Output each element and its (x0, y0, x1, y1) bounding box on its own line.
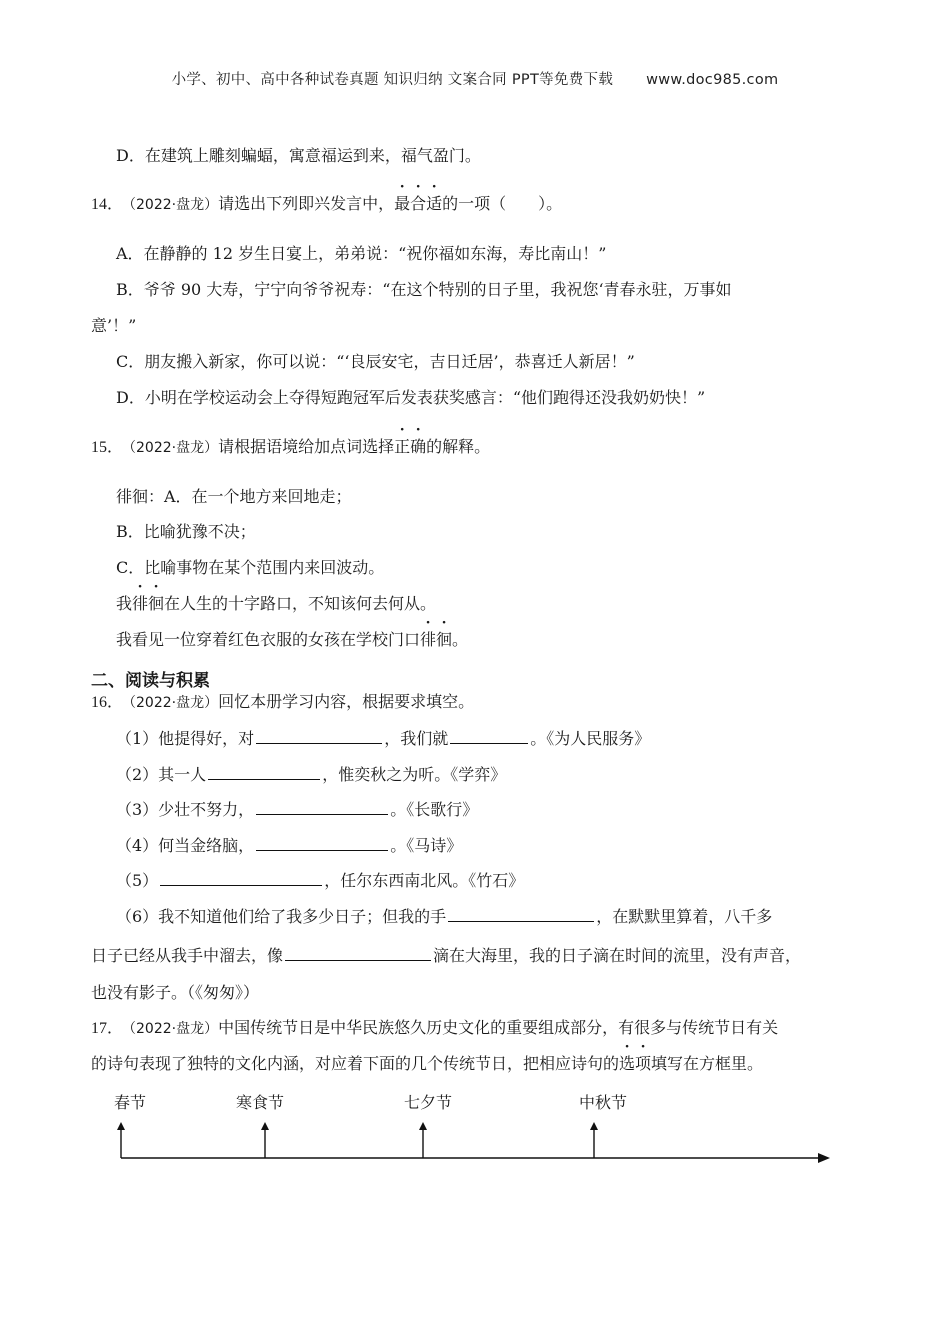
q17-number: 17． (91, 1020, 124, 1037)
q15-def-b: B．比喻犹豫不决； (116, 522, 256, 541)
arrowhead-icon (117, 1122, 125, 1130)
q15-s2-dotted-2: 徊 (436, 630, 453, 649)
q13-option-d: D．在建筑上雕刻蝙蝠，寓意福运到来，福气盈门。 (116, 146, 481, 165)
q15-s1-a: 我 (116, 594, 133, 613)
q15-def-a: 徘徊：A．在一个地方来回地走； (116, 487, 352, 506)
q14-stem-a: 请选出下列即兴发言中， (218, 194, 395, 213)
q15-s1-b: 在人生的十字路口，不知该何去何从。 (164, 594, 437, 613)
q14-option-b-line1: B．爷爷 90 大寿，宁宁向爷爷祝寿：“在这个特别的日子里，我祝您‘青春永驻，万事如 (116, 280, 732, 299)
q16-source: （2022·盘龙） (129, 695, 219, 711)
festival-label-spring: 春节 (114, 1093, 147, 1112)
q16-i6-b: ，在默默里算着，八千多 (596, 907, 773, 926)
q16-i4-a: （4）何当金络脑， (116, 836, 255, 855)
q17-dotted-2: 项 (635, 1054, 652, 1073)
q15-s2-b: 。 (452, 630, 469, 649)
q17-line1-text: 中国传统节日是中华民族悠久历史文化的重要组成部分，有很多与传统节日有关 (218, 1018, 779, 1037)
q14-option-b-line2: 意’！” (91, 316, 137, 335)
q15-stem-b: 的解释。 (426, 437, 491, 456)
q16-i1-a: （1）他提得好，对 (116, 729, 255, 748)
arrowhead-icon (590, 1122, 598, 1130)
q14-option-a: A．在静静的 12 岁生日宴上，弟弟说：“祝你福如东海，寿比南山！” (116, 244, 607, 263)
q15-dotted-2: 确 (410, 437, 427, 456)
q16-i5-b: ，任尔东西南北风。《竹石》 (324, 871, 525, 890)
q14-dotted-3: 适 (426, 194, 443, 213)
section-title: 二、阅读与积累 (91, 671, 210, 691)
q14-number: 14． (91, 196, 124, 213)
festival-label-midautumn: 中秋节 (579, 1093, 628, 1112)
q14-dotted-1: 最 (394, 194, 411, 213)
q14-source: （2022·盘龙） (129, 197, 219, 213)
q17-line2-a: 的诗句表现了独特的文化内涵，对应着下面的几个传统节日，把相应诗句的 (91, 1054, 620, 1073)
q15-dotted-1: 正 (394, 437, 411, 456)
q16-i1-c: 。《为人民服务》 (530, 729, 651, 748)
q16-i3-b: 。《长歌行》 (390, 800, 479, 819)
q14-stem-b: 的一项（ ）。 (442, 194, 563, 213)
q15-def-c: C．比喻事物在某个范围内来回波动。 (116, 558, 385, 577)
q16-i4-b: 。《马诗》 (390, 836, 463, 855)
q15-s1-dotted-2: 徊 (148, 594, 165, 613)
q16-i1-b: ，我们就 (384, 729, 449, 748)
q16-stem-text: 回忆本册学习内容，根据要求填空。 (218, 692, 475, 711)
q16-i5-a: （5） (116, 871, 159, 890)
q14-dotted-2: 合 (410, 194, 427, 213)
axis-arrow-icon (818, 1153, 830, 1163)
festival-label-qixi: 七夕节 (404, 1093, 453, 1112)
festival-label-hanshi: 寒食节 (236, 1093, 285, 1112)
q14-option-c: C．朋友搬入新家，你可以说：“‘良辰安宅，吉日迁居’，恭喜迁人新居！” (116, 352, 635, 371)
q16-i6-c: 日子已经从我手中溜去，像 (91, 946, 284, 965)
q15-number: 15． (91, 439, 124, 456)
q17-line2-b: 填写在方框里。 (651, 1054, 764, 1073)
q16-i6-a: （6）我不知道他们给了我多少日子；但我的手 (116, 907, 447, 926)
q15-s2-a: 我看见一位穿着红色衣服的女孩在学校门口 (116, 630, 421, 649)
header-site[interactable]: www.doc985.com (646, 72, 779, 88)
arrowhead-icon (261, 1122, 269, 1130)
q15-source: （2022·盘龙） (129, 440, 219, 456)
q14-option-d: D．小明在学校运动会上夺得短跑冠军后发表获奖感言：“他们跑得还没我奶奶快！” (116, 388, 706, 407)
q16-i2-a: （2）其一人 (116, 765, 207, 784)
q16-i3-a: （3）少壮不努力， (116, 800, 255, 819)
q16-item-6-line3: 也没有影子。（《匆匆》） (91, 983, 260, 1002)
q17-source: （2022·盘龙） (129, 1021, 219, 1037)
q15-stem-a: 请根据语境给加点词选择 (218, 437, 395, 456)
header-text: 小学、初中、高中各种试卷真题 知识归纳 文案合同 PPT等免费下载 (171, 72, 614, 88)
q16-i6-d: 滴在大海里，我的日子滴在时间的流里，没有声音， (433, 946, 802, 965)
arrowhead-icon (419, 1122, 427, 1130)
q15-s2-dotted-1: 徘 (420, 630, 437, 649)
q16-number: 16． (91, 694, 124, 711)
q15-s1-dotted-1: 徘 (132, 594, 149, 613)
q16-i2-b: ，惟奕秋之为听。《学弈》 (322, 765, 507, 784)
q17-dotted-1: 选 (619, 1054, 636, 1073)
